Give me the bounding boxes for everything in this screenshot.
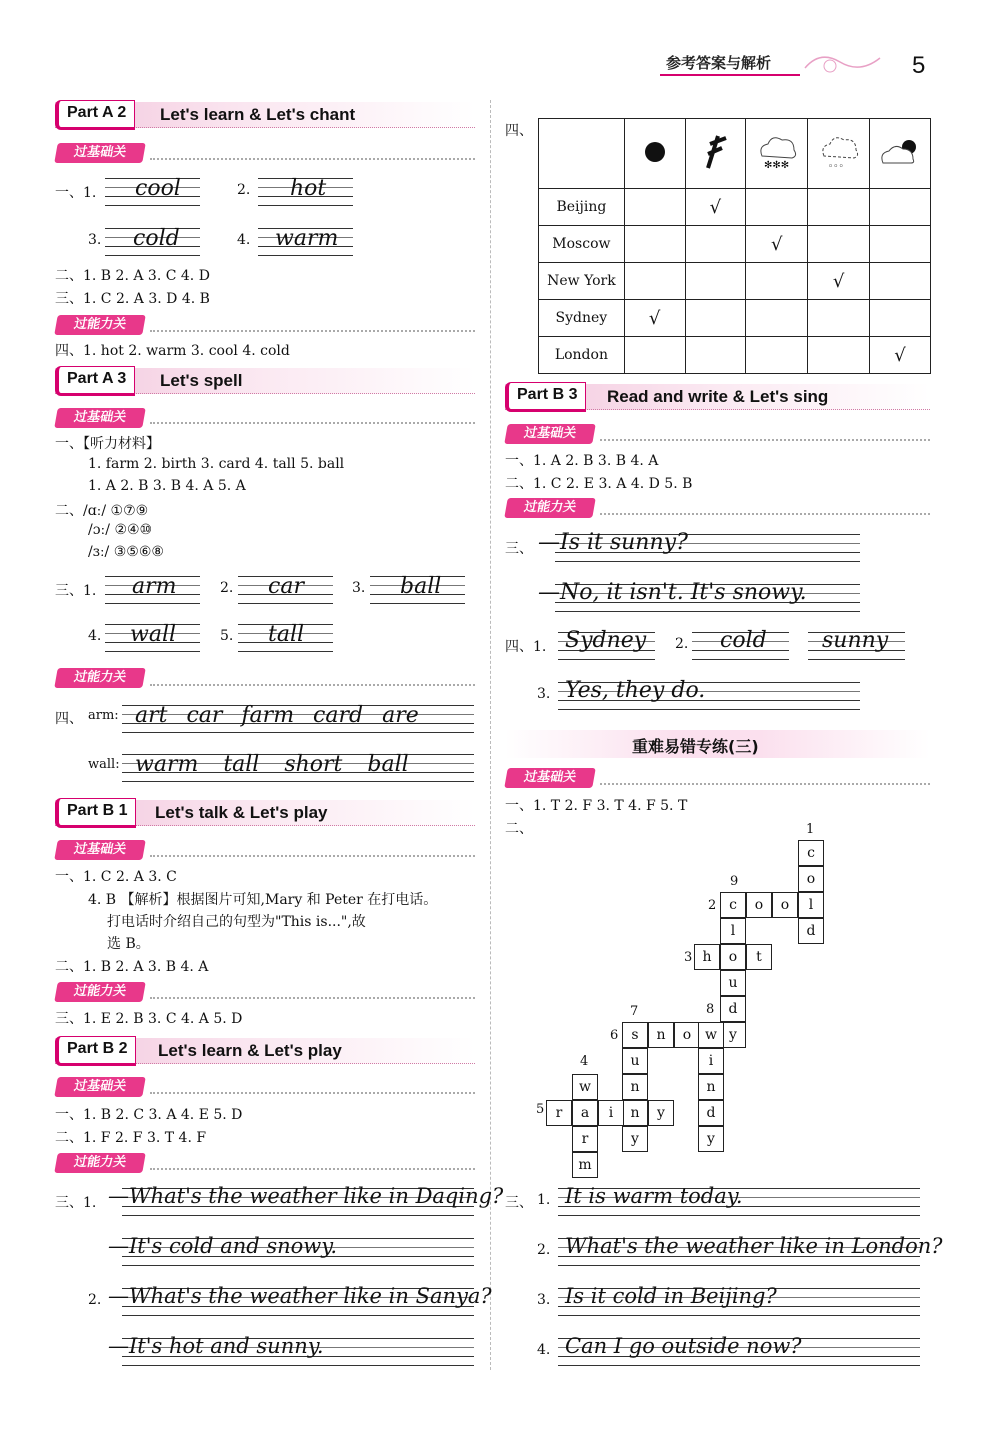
q3-num: 4. — [537, 1342, 551, 1358]
crossword-cell: w — [572, 1074, 598, 1100]
answer-yes: Yes, they do. — [565, 678, 706, 703]
crossword-cell: o — [772, 892, 798, 918]
clue-number: 3 — [684, 950, 693, 965]
part-a2-label: Part A 2 — [55, 100, 135, 130]
q4-arm-label: arm: — [88, 708, 119, 723]
q3-prefix: 三、 — [505, 541, 533, 557]
weather-cell — [685, 189, 746, 226]
q3-num: 3. — [537, 1292, 551, 1308]
q1-num: 2. — [237, 182, 251, 198]
badge-ability: 过能力关 — [54, 668, 146, 688]
weather-cell — [808, 337, 870, 374]
badge-basic: 过基础关 — [504, 424, 596, 444]
weather-cell — [685, 337, 746, 374]
crossword-cell: y — [720, 1022, 746, 1048]
part-b3-label: Part B 3 — [505, 382, 586, 412]
clue-number: 1 — [806, 822, 815, 837]
answer-cold: cold — [133, 226, 180, 251]
weather-row — [539, 226, 931, 263]
crossword-cell: l — [720, 918, 746, 944]
answer-tall: tall — [268, 622, 305, 647]
q4-answers: 四、1. hot 2. warm 3. cool 4. cold — [55, 343, 290, 359]
part-b3-title: Read and write & Let's sing — [607, 387, 829, 406]
weather-cell — [808, 189, 870, 226]
badge-basic: 过基础关 — [54, 143, 146, 163]
divider — [600, 513, 930, 515]
q1-line4: 选 B。 — [107, 936, 150, 952]
header-title: 参考答案与解析 — [666, 54, 772, 72]
q3-answers: 三、1. E 2. B 3. C 4. A 5. D — [55, 1011, 243, 1027]
badge-ability: 过能力关 — [504, 498, 596, 518]
q3-sentence-1: It is warm today. — [565, 1184, 743, 1208]
decoration-swirl-icon — [800, 48, 890, 78]
clue-number: 9 — [730, 874, 739, 889]
crossword-cell: r — [572, 1126, 598, 1152]
weather-row — [539, 337, 931, 374]
crossword-cell: i — [698, 1048, 724, 1074]
part-a3-label: Part A 3 — [55, 366, 135, 396]
crossword-cell: t — [746, 944, 772, 970]
weather-cell — [808, 263, 870, 300]
q2-answers: 二、1. F 2. F 3. T 4. F — [55, 1130, 207, 1146]
q1-answers: 一、1. T 2. F 3. T 4. F 5. T — [505, 798, 688, 814]
city-name: London — [539, 337, 625, 374]
special-title: 重难易错专练(三) — [632, 737, 759, 756]
weather-row — [539, 189, 931, 226]
weather-cell — [746, 226, 808, 263]
part-b1-label: Part B 1 — [55, 798, 136, 828]
crossword-cell: h — [694, 944, 720, 970]
q1-answers: 一、1. B 2. C 3. A 4. E 5. D — [55, 1107, 243, 1123]
weather-row — [539, 300, 931, 337]
q1-prefix: 一、1. — [55, 185, 97, 201]
city-name: Moscow — [539, 226, 625, 263]
answer-warm: warm — [275, 226, 339, 251]
q1-head: 一、【听力材料】 — [55, 436, 160, 452]
crossword-cell: s — [622, 1022, 648, 1048]
wind-icon — [700, 132, 730, 172]
check-mark: √ — [648, 307, 661, 329]
crossword-cell: y — [648, 1100, 674, 1126]
q4-wall-label: wall: — [88, 757, 120, 772]
badge-basic: 过基础关 — [54, 408, 146, 428]
weather-cell — [808, 226, 870, 263]
crossword-cell: n — [648, 1022, 674, 1048]
city-name: New York — [539, 263, 625, 300]
weather-cell — [870, 226, 931, 263]
page-header — [660, 48, 960, 78]
weather-cell — [746, 337, 808, 374]
q3-prefix: 三、 — [505, 1195, 533, 1211]
q3-answers: 三、1. C 2. A 3. D 4. B — [55, 291, 210, 307]
q1-line2: 4. B 【解析】根据图片可知,Mary 和 Peter 在打电话。 — [88, 892, 438, 908]
crossword-cell: n — [622, 1100, 648, 1126]
q2-line3: /ɜː/ ③⑤⑥⑧ — [88, 544, 164, 560]
rain-icon — [816, 132, 862, 172]
q3-sentence-4: Can I go outside now? — [565, 1334, 802, 1358]
crossword-cell: o — [720, 944, 746, 970]
crossword-cell: o — [674, 1022, 700, 1048]
cloudy-icon — [877, 135, 923, 169]
crossword-cell: d — [798, 918, 824, 944]
weather-cell — [624, 226, 685, 263]
badge-basic: 过基础关 — [504, 768, 596, 788]
q2-answers: 二、1. B 2. A 3. C 4. D — [55, 268, 210, 284]
weather-cell — [685, 300, 746, 337]
q3-num: 5. — [220, 628, 234, 644]
crossword-cell: y — [622, 1126, 648, 1152]
divider — [150, 1092, 475, 1094]
crossword-cell: i — [598, 1100, 624, 1126]
sun-icon — [642, 139, 668, 165]
q4-prefix: 四、 — [55, 711, 83, 727]
divider — [150, 684, 475, 686]
q4-label: 四、 — [505, 123, 533, 139]
q4-arm-words: art car farm card are — [135, 703, 419, 728]
crossword-cell: n — [622, 1074, 648, 1100]
city-name: Beijing — [539, 189, 625, 226]
crossword-cell: d — [720, 996, 746, 1022]
q2-line1: 二、/ɑː/ ①⑦⑨ — [55, 503, 149, 519]
weather-cell — [624, 263, 685, 300]
part-b2-label: Part B 2 — [55, 1036, 136, 1066]
divider — [150, 422, 475, 424]
q3-num: 2. — [537, 1242, 551, 1258]
check-mark: √ — [770, 233, 783, 255]
q1-line2: 1. A 2. B 3. B 4. A 5. A — [88, 478, 246, 494]
crossword-cell: l — [798, 892, 824, 918]
clue-number: 4 — [580, 1054, 589, 1069]
q4-prefix: 四、1. — [505, 639, 547, 655]
crossword-cell: c — [798, 840, 824, 866]
page-number: 5 — [912, 52, 926, 79]
weather-cell — [746, 189, 808, 226]
city-name: Sydney — [539, 300, 625, 337]
answer-sydney: Sydney — [565, 628, 647, 653]
crossword-cell: r — [546, 1100, 572, 1126]
q1-line3: 打电话时介绍自己的句型为"This is...",故 — [107, 914, 366, 930]
crossword-cell: c — [720, 892, 746, 918]
q3-num: 1. — [537, 1192, 551, 1208]
answer-hot: hot — [290, 176, 327, 201]
q1-answers: 一、1. A 2. B 3. B 4. A — [505, 453, 659, 469]
crossword-cell: o — [746, 892, 772, 918]
weather-cell — [870, 300, 931, 337]
divider — [150, 855, 475, 857]
divider — [150, 1168, 475, 1170]
weather-cell — [808, 300, 870, 337]
q3-line1: —Is it sunny? — [538, 530, 688, 555]
clue-number: 7 — [630, 1004, 639, 1019]
divider — [600, 439, 930, 441]
weather-cell — [685, 263, 746, 300]
crossword-cell: a — [572, 1100, 598, 1126]
crossword-cell: m — [572, 1152, 598, 1178]
clue-number: 2 — [708, 898, 717, 913]
weather-table — [538, 118, 931, 374]
answer-cool: cool — [135, 176, 181, 201]
q3-sentence-2: What's the weather like in London? — [565, 1234, 943, 1258]
q3-num: 4. — [88, 628, 102, 644]
answer-ball: ball — [400, 574, 442, 599]
weather-cell — [746, 300, 808, 337]
weather-cell — [870, 337, 931, 374]
check-mark: √ — [832, 270, 845, 292]
q1-num: 3. — [88, 232, 102, 248]
crossword-cell: u — [720, 970, 746, 996]
divider — [150, 158, 475, 160]
q1-num: 4. — [237, 232, 251, 248]
q2-answers: 二、1. B 2. A 3. B 4. A — [55, 959, 209, 975]
q3-line3: —What's the weather like in Sanya? — [108, 1284, 492, 1308]
q3-prefix: 三、1. — [55, 583, 97, 599]
part-b1-title: Let's talk & Let's play — [155, 803, 328, 822]
q3-sentence-3: Is it cold in Beijing? — [565, 1284, 777, 1308]
clue-number: 8 — [706, 1002, 715, 1017]
q1-line1: 一、1. C 2. A 3. C — [55, 869, 177, 885]
header-underline — [660, 74, 800, 76]
q3-line1: —What's the weather like in Daqing? — [108, 1184, 504, 1208]
weather-cell — [746, 263, 808, 300]
q2-line2: /ɔː/ ②④⑩ — [88, 522, 153, 538]
badge-ability: 过能力关 — [54, 315, 146, 335]
check-mark: √ — [894, 344, 906, 366]
weather-row — [539, 263, 931, 300]
q3-prefix: 三、1. — [55, 1195, 97, 1211]
clue-number: 5 — [536, 1102, 545, 1117]
q1-line1: 1. farm 2. birth 3. card 4. tall 5. ball — [88, 456, 345, 472]
part-a3-title: Let's spell — [160, 371, 243, 390]
q3-num: 2. — [220, 580, 234, 596]
q4-wall-words: warm tall short ball — [135, 752, 409, 777]
crossword-cell: u — [622, 1048, 648, 1074]
badge-ability: 过能力关 — [54, 982, 146, 1002]
column-divider — [490, 100, 491, 1370]
weather-cell — [624, 337, 685, 374]
crossword-cell: d — [698, 1100, 724, 1126]
q4-num2: 2. — [675, 636, 689, 652]
part-b2-title: Let's learn & Let's play — [158, 1041, 342, 1060]
divider — [150, 997, 475, 999]
snow-icon — [754, 132, 800, 172]
badge-ability: 过能力关 — [54, 1153, 146, 1173]
svg-text:✻✻✻: ✻✻✻ — [763, 159, 789, 171]
q3-num: 3. — [352, 580, 366, 596]
answer-cold-b3: cold — [720, 628, 767, 653]
divider — [600, 783, 930, 785]
answer-wall: wall — [130, 622, 177, 647]
check-mark: √ — [709, 196, 722, 218]
badge-basic: 过基础关 — [54, 1077, 146, 1097]
part-a2-title: Let's learn & Let's chant — [160, 105, 356, 124]
q4-num3: 3. — [537, 686, 551, 702]
badge-basic: 过基础关 — [54, 840, 146, 860]
clue-number: 6 — [610, 1028, 619, 1043]
answer-car: car — [268, 574, 304, 599]
answer-arm: arm — [132, 574, 177, 599]
weather-cell — [685, 226, 746, 263]
weather-cell — [624, 189, 685, 226]
answer-sunny: sunny — [822, 628, 889, 653]
q2-label: 二、 — [505, 821, 533, 837]
q3-line4: —It's hot and sunny. — [108, 1334, 324, 1358]
weather-cell — [870, 189, 931, 226]
crossword-cell: o — [798, 866, 824, 892]
q3-num2: 2. — [88, 1292, 102, 1308]
divider — [150, 330, 475, 332]
q2-answers: 二、1. C 2. E 3. A 4. D 5. B — [505, 476, 693, 492]
q3-line2: —No, it isn't. It's snowy. — [538, 580, 807, 605]
crossword-cell: n — [698, 1074, 724, 1100]
weather-cell — [870, 263, 931, 300]
q3-line2: —It's cold and snowy. — [108, 1234, 338, 1258]
svg-text:◦◦◦: ◦◦◦ — [827, 161, 844, 172]
weather-cell — [624, 300, 685, 337]
crossword-cell: y — [698, 1126, 724, 1152]
crossword-cell: w — [698, 1022, 724, 1048]
